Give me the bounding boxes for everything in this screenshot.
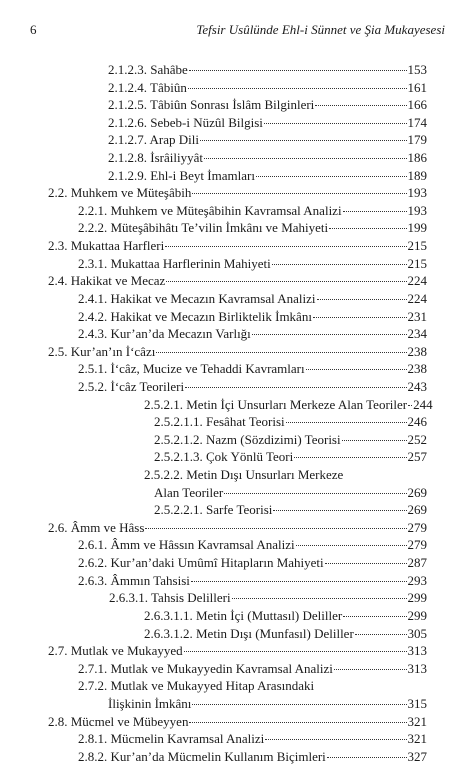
toc-entry-page: 231	[407, 308, 427, 324]
toc-entry-row	[108, 695, 427, 713]
toc-entry-title: 2.1.2.5. Tâbiûn Sonrası İslâm Bilginleri	[108, 97, 315, 113]
toc-entry-row	[78, 290, 427, 308]
toc-entry	[0, 96, 471, 114]
toc-entry-title: 2.5.1. İ‘câz, Mucize ve Tehaddi Kavramları	[78, 361, 305, 377]
dot-leader	[185, 387, 406, 388]
toc-entry	[0, 396, 471, 414]
toc-entry-title: 2.7.2. Mutlak ve Mukayyed Hitap Arasındaki	[78, 678, 315, 694]
toc-entry-row	[48, 184, 427, 202]
toc-entry-title: 2.1.2.9. Ehl-i Beyt İmamları	[108, 167, 255, 183]
toc-entry-row	[48, 713, 427, 731]
toc-entry-title: 2.6.3.1.1. Metin İçi (Muttasıl) Deliller	[144, 607, 343, 623]
toc-entry-page: 305	[407, 625, 427, 641]
dot-leader	[191, 581, 407, 582]
toc-entry-page: 234	[407, 326, 427, 342]
toc-entry-row	[78, 730, 427, 748]
page-number: 6	[30, 22, 37, 37]
toc-entry-page: 186	[407, 150, 427, 166]
toc-entry-title: 2.6.1. Âmm ve Hâssın Kavramsal Analizi	[78, 537, 295, 553]
toc-entry-page: 299	[407, 590, 427, 606]
toc-entry	[0, 343, 471, 361]
toc-entry	[0, 131, 471, 149]
toc-entry	[0, 501, 471, 519]
dot-leader	[200, 140, 407, 141]
toc-entry-page: 244	[413, 396, 433, 412]
toc-entry	[0, 748, 471, 765]
dot-leader	[256, 176, 407, 177]
toc-entry-page: 315	[407, 695, 427, 711]
toc-entry-row	[154, 413, 427, 431]
toc-entry	[0, 167, 471, 185]
dot-leader	[313, 317, 407, 318]
dot-leader	[343, 616, 406, 617]
dot-leader	[189, 722, 406, 723]
dot-leader	[192, 704, 406, 705]
toc-entry-row	[144, 607, 427, 625]
toc-entry-page: 313	[407, 660, 427, 676]
dot-leader	[317, 299, 407, 300]
toc-entry-page: 269	[407, 502, 427, 518]
toc-entry	[0, 677, 471, 695]
toc-entry-row	[78, 572, 427, 590]
toc-entry-page: 327	[407, 748, 427, 764]
toc-entry	[0, 607, 471, 625]
toc-entry-page: 224	[407, 290, 427, 306]
toc-entry-title: 2.5.2.2. Metin Dışı Unsurları Merkeze	[144, 467, 344, 483]
toc-entry-row	[108, 167, 427, 185]
dot-leader	[296, 545, 407, 546]
toc-entry-title: 2.3. Mukattaa Harfleri	[48, 238, 165, 254]
toc-entry-row	[78, 255, 427, 273]
dot-leader	[343, 211, 407, 212]
toc-entry-title: 2.6.3.1.2. Metin Dışı (Munfasıl) Deliller	[144, 625, 354, 641]
toc-entry-row	[78, 536, 427, 554]
toc-entry	[0, 730, 471, 748]
toc-entry	[0, 61, 471, 79]
toc-entry-row	[144, 625, 427, 643]
toc-entry	[0, 79, 471, 97]
toc-entry	[0, 219, 471, 237]
toc-entry-row	[108, 114, 427, 132]
toc-entry-row	[78, 308, 427, 326]
toc-entry	[0, 519, 471, 537]
table-of-contents	[0, 61, 471, 765]
toc-entry-page: 174	[407, 114, 427, 130]
toc-entry	[0, 695, 471, 713]
toc-entry-title: 2.5.2.1.2. Nazm (Sözdizimi) Teorisi	[154, 431, 341, 447]
toc-entry-row	[78, 677, 427, 695]
toc-entry	[0, 413, 471, 431]
toc-entry	[0, 360, 471, 378]
toc-entry-row	[48, 237, 427, 255]
dot-leader	[188, 88, 407, 89]
dot-leader	[327, 757, 407, 758]
toc-entry-title: 2.5.2. İ‘câz Teorileri	[78, 378, 185, 394]
toc-entry-page: 257	[407, 449, 427, 465]
toc-entry-title: 2.8. Mücmel ve Mübeyyen	[48, 713, 189, 729]
toc-entry-row	[78, 325, 427, 343]
toc-entry-title: 2.8.2. Kur’an’da Mücmelin Kullanım Biçimleri	[78, 748, 326, 764]
toc-entry-row	[78, 748, 427, 765]
toc-entry-title: 2.6.2. Kur’an’daki Umûmî Hitapların Mahiyeti	[78, 555, 324, 571]
toc-entry-row	[108, 79, 427, 97]
toc-entry-title: 2.1.2.4. Tâbiûn	[108, 79, 187, 95]
toc-entry-title: 2.5.2.2.1. Sarfe Teorisi	[154, 502, 273, 518]
dot-leader	[264, 123, 407, 124]
toc-entry-title: 2.5.2.1. Metin İçi Unsurları Merkeze Alan Teoriler	[144, 396, 408, 412]
dot-leader	[204, 158, 407, 159]
toc-entry-row	[144, 396, 433, 414]
toc-entry-page: 238	[407, 343, 427, 359]
toc-entry-title: 2.1.2.3. Sahâbe	[108, 62, 188, 77]
toc-entry	[0, 114, 471, 132]
toc-entry-page: 321	[407, 731, 427, 747]
toc-entry	[0, 642, 471, 660]
dot-leader	[265, 739, 406, 740]
toc-entry-row	[109, 589, 427, 607]
dot-leader	[286, 422, 407, 423]
dot-leader	[232, 598, 407, 599]
toc-entry	[0, 713, 471, 731]
toc-entry-page: 193	[407, 185, 427, 201]
toc-entry-row	[108, 149, 427, 167]
toc-entry	[0, 149, 471, 167]
toc-entry-page: 243	[407, 378, 427, 394]
toc-entry-title: 2.4.3. Kur’an’da Mecazın Varlığı	[78, 326, 251, 342]
toc-entry-page: 287	[407, 555, 427, 571]
toc-entry-page: 299	[407, 607, 427, 623]
toc-entry-page: 321	[407, 713, 427, 729]
dot-leader	[145, 528, 406, 529]
toc-entry-page: 293	[407, 572, 427, 588]
toc-entry	[0, 660, 471, 678]
dot-leader	[165, 246, 406, 247]
toc-entry-row	[78, 360, 427, 378]
toc-entry-title: 2.3.1. Mukattaa Harflerinin Mahiyeti	[78, 255, 271, 271]
toc-entry-title: 2.6.3.1. Tahsis Delilleri	[109, 590, 231, 606]
dot-leader	[294, 457, 406, 458]
toc-entry-page: 166	[407, 97, 427, 113]
dot-leader	[355, 634, 407, 635]
toc-entry	[0, 255, 471, 273]
toc-entry-title: 2.7.1. Mutlak ve Mukayyedin Kavramsal Analizi	[78, 660, 333, 676]
toc-entry-row	[154, 448, 427, 466]
toc-entry-title: 2.2.1. Muhkem ve Müteşâbihin Kavramsal Analizi	[78, 202, 342, 218]
toc-entry	[0, 308, 471, 326]
toc-entry	[0, 572, 471, 590]
toc-entry-title: 2.2. Muhkem ve Müteşâbih	[48, 185, 192, 201]
toc-entry-page: 279	[407, 519, 427, 535]
toc-entry	[0, 290, 471, 308]
dot-leader	[306, 369, 407, 370]
toc-entry-row	[108, 61, 427, 79]
dot-leader	[189, 70, 407, 71]
toc-entry-title: 2.2.2. Müteşâbihâtı Te’vilin İmkânı ve Mahiyeti	[78, 220, 329, 236]
dot-leader	[325, 563, 407, 564]
toc-entry-page: 246	[407, 414, 427, 430]
toc-entry-title: 2.7. Mutlak ve Mukayyed	[48, 643, 183, 659]
toc-entry-page: 193	[407, 202, 427, 218]
toc-entry-title: 2.5.2.1.1. Fesâhat Teorisi	[154, 414, 285, 430]
toc-entry-row	[48, 343, 427, 361]
toc-entry-page: 224	[407, 273, 427, 289]
toc-entry	[0, 466, 471, 484]
toc-entry-title: 2.5. Kur’an’ın İ‘câzı	[48, 343, 156, 359]
toc-entry-row	[48, 519, 427, 537]
dot-leader	[252, 334, 407, 335]
dot-leader	[315, 105, 406, 106]
toc-entry-title: Alan Teoriler	[154, 484, 224, 500]
toc-entry-title: 2.6. Âmm ve Hâss	[48, 519, 145, 535]
toc-entry	[0, 536, 471, 554]
toc-entry-page: 279	[407, 537, 427, 553]
toc-entry	[0, 448, 471, 466]
toc-entry-row	[78, 660, 427, 678]
toc-entry	[0, 378, 471, 396]
dot-leader	[408, 405, 412, 406]
page-header	[0, 22, 471, 40]
toc-entry-row	[144, 466, 427, 484]
toc-entry-row	[108, 96, 427, 114]
toc-entry	[0, 484, 471, 502]
toc-entry-page: 199	[407, 220, 427, 236]
toc-entry-title: 2.4. Hakikat ve Mecaz	[48, 273, 166, 289]
dot-leader	[166, 281, 406, 282]
toc-entry-row	[78, 219, 427, 237]
toc-entry-page: 238	[407, 361, 427, 377]
toc-entry-row	[48, 642, 427, 660]
toc-entry-row	[154, 501, 427, 519]
toc-entry-row	[48, 272, 427, 290]
dot-leader	[156, 352, 406, 353]
dot-leader	[273, 510, 406, 511]
toc-entry-title: 2.8.1. Mücmelin Kavramsal Analizi	[78, 731, 265, 747]
toc-entry-row	[78, 554, 427, 572]
toc-entry	[0, 625, 471, 643]
toc-entry-row	[108, 131, 427, 149]
toc-entry	[0, 202, 471, 220]
running-title: Tefsir Usûlünde Ehl-i Sünnet ve Şia Mukayesesi	[196, 22, 445, 37]
toc-entry-row	[78, 378, 427, 396]
toc-entry-page: 161	[407, 79, 427, 95]
toc-entry-page: 215	[407, 238, 427, 254]
toc-entry-row	[154, 484, 427, 502]
dot-leader	[272, 264, 407, 265]
toc-entry-title: 2.4.2. Hakikat ve Mecazın Birliktelik İmkânı	[78, 308, 312, 324]
toc-entry	[0, 272, 471, 290]
dot-leader	[329, 228, 406, 229]
toc-entry-title: 2.1.2.7. Arap Dili	[108, 132, 199, 148]
toc-entry-title: 2.4.1. Hakikat ve Mecazın Kavramsal Analizi	[78, 290, 316, 306]
dot-leader	[334, 669, 407, 670]
toc-entry-page: 313	[407, 643, 427, 659]
toc-entry-title: 2.6.3. Âmmın Tahsisi	[78, 572, 190, 588]
toc-entry	[0, 237, 471, 255]
toc-entry-row	[78, 202, 427, 220]
toc-entry-row	[154, 431, 427, 449]
toc-entry-page: 269	[407, 484, 427, 500]
toc-entry-page: 153	[407, 62, 427, 77]
toc-entry-title: 2.1.2.8. İsrâiliyyât	[108, 150, 203, 166]
toc-entry-page: 252	[407, 431, 427, 447]
dot-leader	[192, 193, 406, 194]
toc-entry-title: 2.5.2.1.3. Çok Yönlü Teori	[154, 449, 294, 465]
toc-entry	[0, 325, 471, 343]
toc-entry	[0, 589, 471, 607]
toc-entry-page: 215	[407, 255, 427, 271]
dot-leader	[224, 493, 406, 494]
toc-entry-title: 2.1.2.6. Sebeb-i Nüzûl Bilgisi	[108, 114, 263, 130]
dot-leader	[342, 440, 407, 441]
toc-entry	[0, 431, 471, 449]
toc-entry-page: 179	[407, 132, 427, 148]
toc-entry-page: 189	[407, 167, 427, 183]
toc-entry	[0, 554, 471, 572]
toc-entry	[0, 184, 471, 202]
dot-leader	[184, 651, 407, 652]
toc-entry-title: İlişkinin İmkânı	[108, 695, 192, 711]
